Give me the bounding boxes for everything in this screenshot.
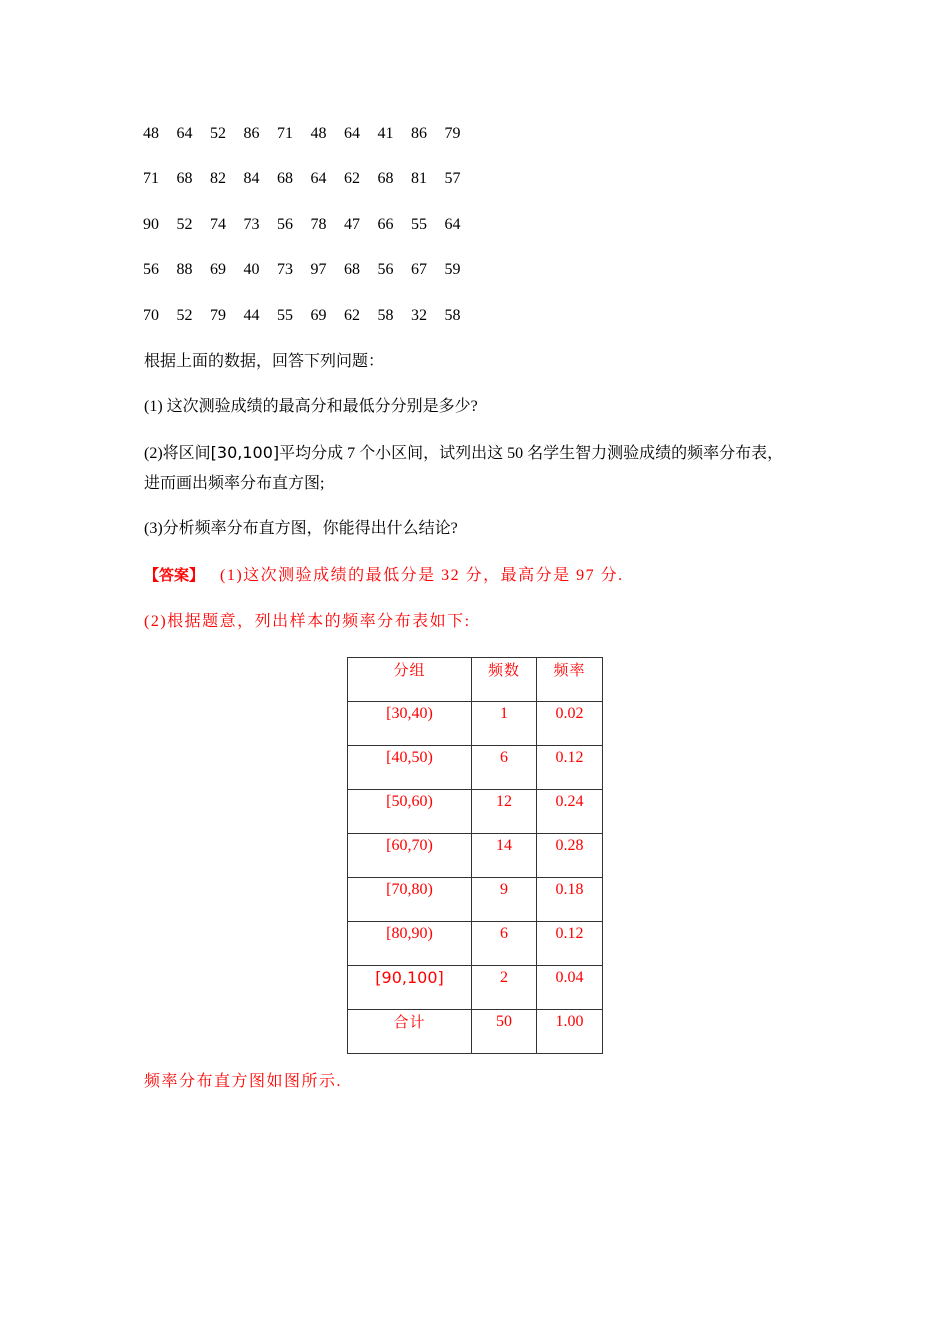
score-value: 52 — [176, 307, 193, 324]
question-1: (1) 这次测验成绩的最高分和最低分分别是多少? — [144, 398, 478, 415]
cell-group: [70,80) — [348, 878, 472, 922]
cell-count: 9 — [472, 878, 537, 922]
score-value: 64 — [176, 125, 193, 142]
score-value: 69 — [310, 307, 327, 324]
score-value: 64 — [310, 170, 327, 187]
score-value: 56 — [277, 216, 293, 233]
cell-freq: 0.12 — [537, 746, 603, 790]
answer-tag: 【答案】 — [144, 566, 205, 584]
score-value: 62 — [344, 170, 360, 187]
cell-freq: 0.02 — [537, 702, 603, 746]
score-value: 64 — [344, 125, 360, 142]
score-value: 79 — [444, 125, 461, 142]
score-value: 44 — [243, 307, 260, 324]
score-value: 66 — [377, 216, 394, 233]
question-2-line-2: 进而画出频率分布直方图; — [144, 475, 325, 492]
question-2-suffix: 平均分成 7 个小区间，试列出这 50 名学生智力测验成绩的频率分布表， — [279, 445, 784, 462]
frequency-table — [347, 657, 603, 1054]
answer-1: (1)这次测验成绩的最低分是 32 分，最高分是 97 分. — [220, 567, 624, 584]
score-row-4 — [143, 259, 478, 281]
score-value: 70 — [143, 307, 159, 324]
cell-freq: 0.04 — [537, 966, 603, 1010]
score-value: 48 — [310, 125, 327, 142]
cell-total-label: 合计 — [348, 1010, 472, 1054]
score-value: 74 — [210, 216, 226, 233]
table-row — [348, 790, 603, 834]
cell-freq: 0.24 — [537, 790, 603, 834]
cell-freq: 0.12 — [537, 922, 603, 966]
score-value: 52 — [210, 125, 226, 142]
score-value: 47 — [344, 216, 360, 233]
score-row-5 — [143, 305, 478, 327]
cell-freq: 0.28 — [537, 834, 603, 878]
score-value: 48 — [143, 125, 159, 142]
header-freq: 频率 — [537, 658, 603, 702]
table-row — [348, 878, 603, 922]
score-row-3 — [143, 214, 478, 236]
score-value: 73 — [243, 216, 260, 233]
score-value: 56 — [143, 261, 159, 278]
score-value: 41 — [377, 125, 394, 142]
score-value: 68 — [176, 170, 193, 187]
cell-freq: 0.18 — [537, 878, 603, 922]
question-intro: 根据上面的数据，回答下列问题： — [144, 353, 385, 370]
question-2-line-1 — [144, 442, 783, 465]
cell-count: 2 — [472, 966, 537, 1010]
score-value: 67 — [411, 261, 427, 278]
score-value: 58 — [377, 307, 394, 324]
question-2-prefix: (2)将区间 — [144, 445, 211, 462]
table-total-row — [348, 1010, 603, 1054]
score-value: 58 — [444, 307, 461, 324]
score-value: 82 — [210, 170, 226, 187]
score-value: 68 — [377, 170, 394, 187]
score-value: 86 — [243, 125, 260, 142]
score-value: 57 — [444, 170, 461, 187]
score-row-1 — [143, 123, 478, 145]
score-value: 52 — [176, 216, 193, 233]
table-row — [348, 922, 603, 966]
table-row — [348, 746, 603, 790]
answer-1-line — [144, 564, 624, 587]
score-value: 64 — [444, 216, 461, 233]
score-value: 97 — [310, 261, 327, 278]
cell-count: 14 — [472, 834, 537, 878]
score-value: 88 — [176, 261, 193, 278]
score-value: 81 — [411, 170, 427, 187]
table-row — [348, 834, 603, 878]
table-row — [348, 966, 603, 1010]
cell-group: [60,70) — [348, 834, 472, 878]
score-value: 71 — [143, 170, 159, 187]
score-value: 55 — [277, 307, 293, 324]
cell-group: [80,90) — [348, 922, 472, 966]
cell-group: [50,60) — [348, 790, 472, 834]
score-value: 40 — [243, 261, 260, 278]
score-row-2 — [143, 168, 478, 190]
cell-count: 12 — [472, 790, 537, 834]
cell-count: 1 — [472, 702, 537, 746]
cell-total-count: 50 — [472, 1010, 537, 1054]
score-value: 68 — [277, 170, 293, 187]
score-value: 55 — [411, 216, 427, 233]
score-value: 59 — [444, 261, 461, 278]
score-value: 71 — [277, 125, 293, 142]
header-group: 分组 — [348, 658, 472, 702]
cell-group: [30,40) — [348, 702, 472, 746]
score-value: 68 — [344, 261, 360, 278]
score-value: 73 — [277, 261, 293, 278]
cell-count: 6 — [472, 922, 537, 966]
table-row — [348, 702, 603, 746]
score-value: 32 — [411, 307, 427, 324]
score-value: 84 — [243, 170, 260, 187]
score-value: 62 — [344, 307, 360, 324]
score-value: 78 — [310, 216, 327, 233]
answer-2: (2)根据题意，列出样本的频率分布表如下: — [144, 613, 471, 630]
score-value: 69 — [210, 261, 226, 278]
question-3: (3)分析频率分布直方图，你能得出什么结论? — [144, 520, 458, 537]
question-2-interval: [30,100] — [210, 443, 280, 462]
cell-total-freq: 1.00 — [537, 1010, 603, 1054]
score-value: 86 — [411, 125, 427, 142]
score-value: 56 — [377, 261, 394, 278]
table-header-row — [348, 658, 603, 702]
header-count: 频数 — [472, 658, 537, 702]
cell-count: 6 — [472, 746, 537, 790]
answer-footer: 频率分布直方图如图所示. — [144, 1073, 343, 1090]
cell-group: [40,50) — [348, 746, 472, 790]
score-value: 90 — [143, 216, 159, 233]
score-value: 79 — [210, 307, 226, 324]
cell-group: [90,100] — [348, 966, 472, 1010]
